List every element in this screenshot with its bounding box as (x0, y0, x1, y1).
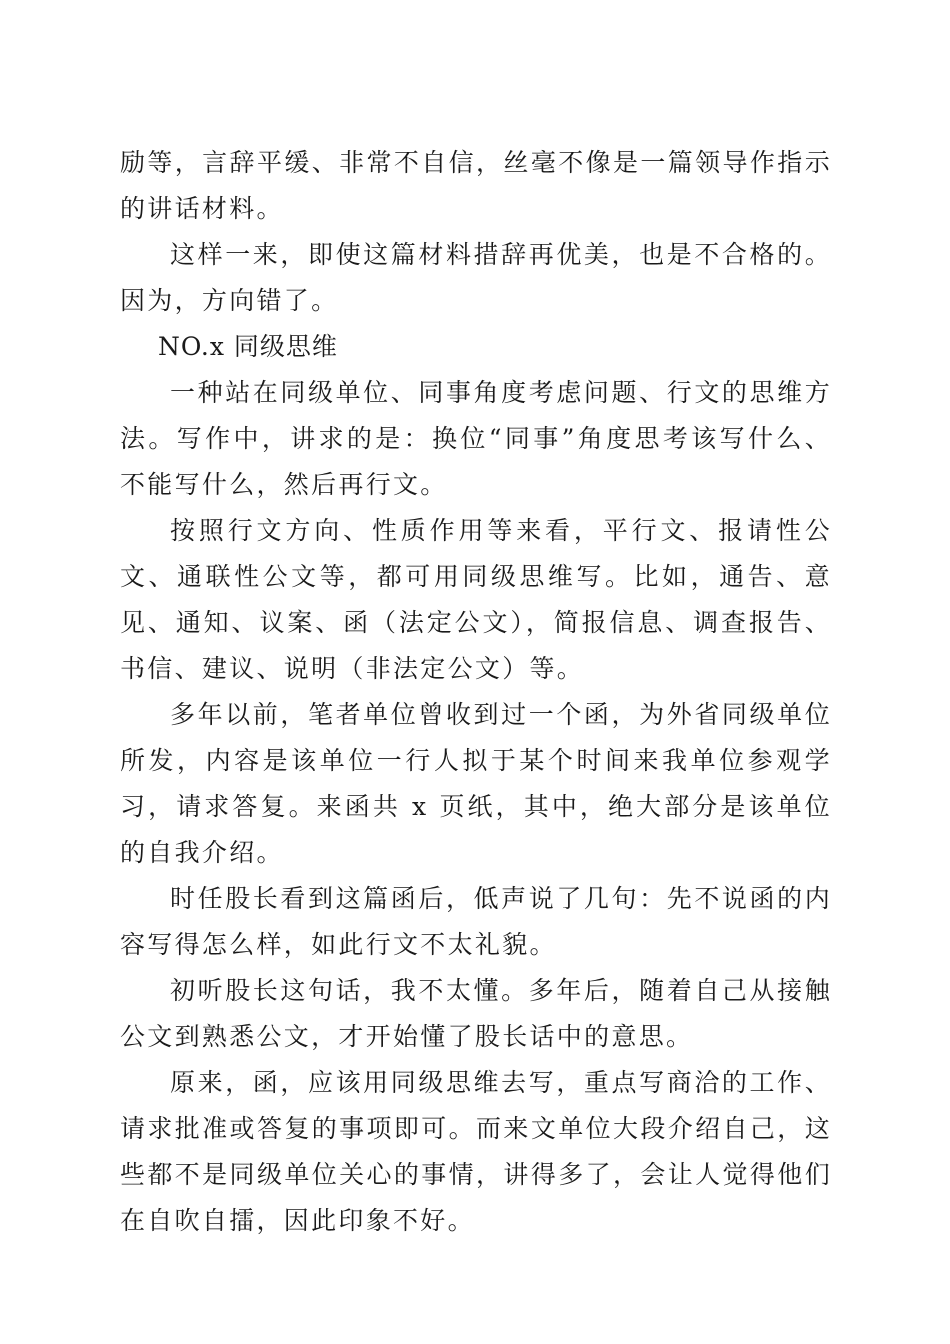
paragraph-understanding: 初听股长这句话，我不太懂。多年后，随着自己从接触公文到熟悉公文，才开始懂了股长话中的意思。 (120, 976, 832, 1051)
document-body (120, 140, 832, 1244)
paragraph-peer-definition: 一种站在同级单位、同事角度考虑问题、行文的思维方法。写作中，讲求的是：换位“同事”角度思考该写什么、不能写什么，然后再行文。 (120, 378, 832, 499)
paragraph-direction-wrong: 这样一来，即使这篇材料措辞再优美，也是不合格的。因为，方向错了。 (120, 240, 832, 315)
section-heading-peer-thinking: NO.x 同级思维 (158, 332, 338, 361)
paragraph-conclusion: 原来，函，应该用同级思维去写，重点写商洽的工作、请求批准或答复的事项即可。而来文单位大段介绍自己，这些都不是同级单位关心的事情，讲得多了，会让人觉得他们在自吹自擂，因此印象不好。 (120, 1068, 832, 1235)
paragraph-continuation: 励等，言辞平缓、非常不自信，丝毫不像是一篇领导作指示的讲话材料。 (120, 148, 832, 223)
paragraph-example-letter: 多年以前，笔者单位曾收到过一个函，为外省同级单位所发，内容是该单位一行人拟于某个时间来我单位参观学习，请求答复。来函共 x 页纸，其中，绝大部分是该单位的自我介绍。 (120, 700, 832, 867)
paragraph-chief-comment: 时任股长看到这篇函后，低声说了几句：先不说函的内容写得怎么样，如此行文不太礼貌。 (120, 884, 832, 959)
paragraph-applicable-documents: 按照行文方向、性质作用等来看，平行文、报请性公文、通联性公文等，都可用同级思维写。比如，通告、意见、通知、议案、函（法定公文），简报信息、调查报告、书信、建议、说明（非法定公文）等。 (120, 516, 832, 683)
